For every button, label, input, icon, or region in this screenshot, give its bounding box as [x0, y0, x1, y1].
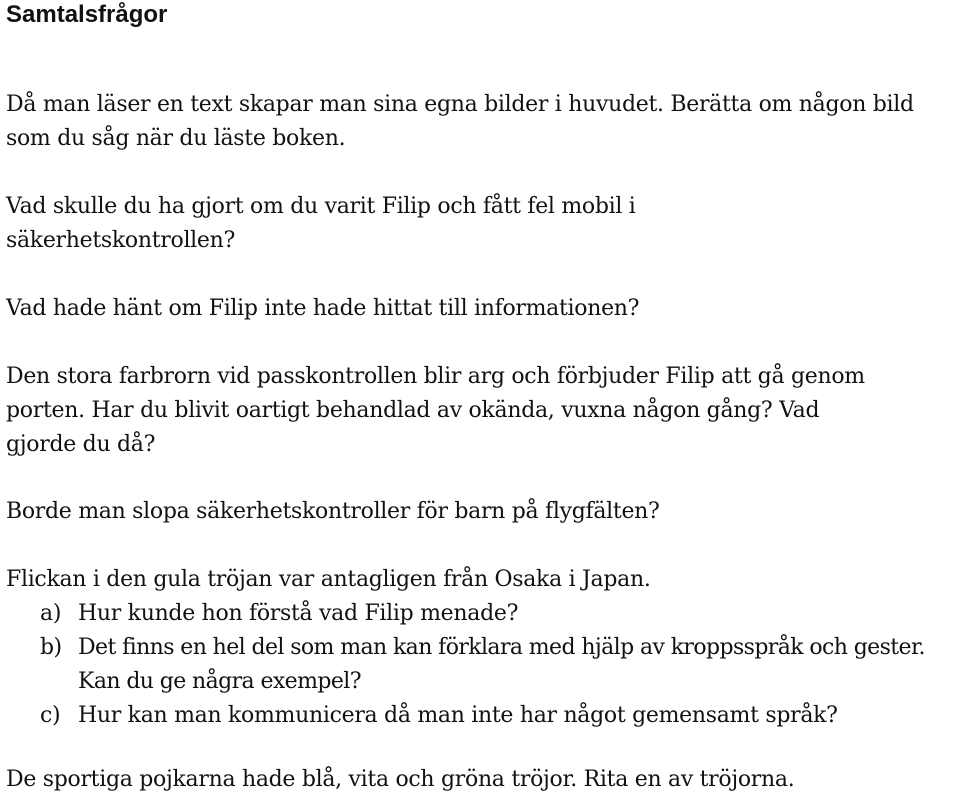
list-marker: c) [40, 703, 61, 728]
subquestion-a [40, 597, 958, 631]
final-question: De sportiga pojkarna hade blå, vita och gröna tröjor. Rita en av tröjorna. [6, 767, 795, 792]
subquestion-b [40, 631, 958, 699]
page-title: Samtalsfrågor [6, 1, 168, 28]
question-5: Borde man slopa säkerhetskontroller för barn på flygfälten? [6, 499, 660, 524]
list-marker: a) [40, 601, 62, 626]
question-1: Då man läser en text skapar man sina egna bilder i huvudet. Berätta om någon bild som du såg när du läste boken. [6, 92, 914, 151]
subquestion-c [40, 699, 958, 733]
subquestion-text: Det finns en hel del som man kan förklara med hjälp av kroppsspråk och gester. Kan du ge några exempel? [78, 635, 925, 694]
question-2: Vad skulle du ha gjort om du varit Filip och fått fel mobil i säkerhetskontrollen? [6, 194, 636, 253]
question-6: Flickan i den gula tröjan var antagligen från Osaka i Japan. [6, 567, 651, 592]
subquestion-text: Hur kunde hon förstå vad Filip menade? [78, 601, 519, 626]
question-4: Den stora farbrorn vid passkontrollen blir arg och förbjuder Filip att gå genom porten. Har du blivit oartigt behandlad av okända, vuxna någon gång? Vad gjorde du då? [6, 364, 865, 457]
subquestion-text: Hur kan man kommunicera då man inte har något gemensamt språk? [78, 703, 838, 728]
question-3: Vad hade hänt om Filip inte hade hittat till informationen? [6, 296, 640, 321]
list-marker: b) [40, 635, 62, 660]
